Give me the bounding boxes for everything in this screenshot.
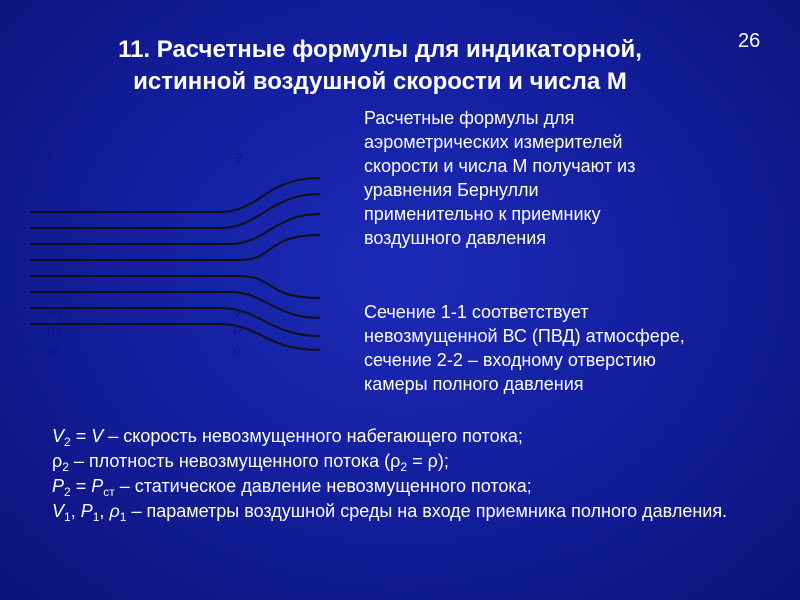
faint-label-v2: V [233,306,242,321]
section-label-1: 1 [47,152,55,167]
paragraph1-line: воздушного давления [364,228,547,248]
paragraph2-line: камеры полного давления [364,374,584,394]
paragraph1-line: аэрометрических измерителей [364,132,623,152]
paragraph-bernoulli [364,106,774,250]
definitions-block [52,424,782,524]
streamline-6 [30,292,320,318]
definition-v2: $V_2 = V$ – скорость невозмущенного набегающего потока; [52,426,523,449]
faint-label-rho1: ρ1 [47,342,62,357]
paragraph1-line: Расчетные формулы для [364,108,575,128]
paragraph-sections [364,300,774,396]
definition-p2: $P_2 = P_{ст}$ – статическое давление невозмущенного потока; [52,476,532,499]
streamline-4 [30,235,320,260]
streamline-svg [25,140,335,370]
paragraph2-line: Сечение 1-1 соответствует [364,302,589,322]
faint-label-v1: V1 [47,306,63,321]
faint-label-rho2: ρ [233,342,241,357]
definition-rho2: $\rho_2$ – плотность невозмущенного потока $(\rho_2 = \rho)$; [52,451,449,474]
streamline-1 [30,178,320,212]
streamline-diagram [25,140,335,370]
faint-label-p1: P1 [47,324,63,339]
paragraph2-line: сечение 2-2 – входному отверстию [364,350,656,370]
streamline-7 [30,308,320,336]
title-line-2: истинной воздушной скорости и числа М [133,68,627,95]
paragraph2-line: невозмущенной ВС (ПВД) атмосфере, [364,326,685,346]
title-line-1: 11. Расчетные формулы для индикаторной, [118,36,642,63]
slide-title [40,34,720,98]
slide-number: 26 [738,30,761,52]
streamline-5 [30,276,320,298]
faint-label-p2: P [233,324,242,339]
paragraph1-line: уравнения Бернулли [364,180,539,200]
section-label-2: 2 [235,150,243,165]
paragraph1-line: скорости и числа М получают из [364,156,636,176]
paragraph1-line: применительно к приемнику [364,204,601,224]
definition-v1: $V_1$, $P_1$, $\rho_1$ – параметры воздушной среды на входе приемника полного давления. [52,501,728,524]
